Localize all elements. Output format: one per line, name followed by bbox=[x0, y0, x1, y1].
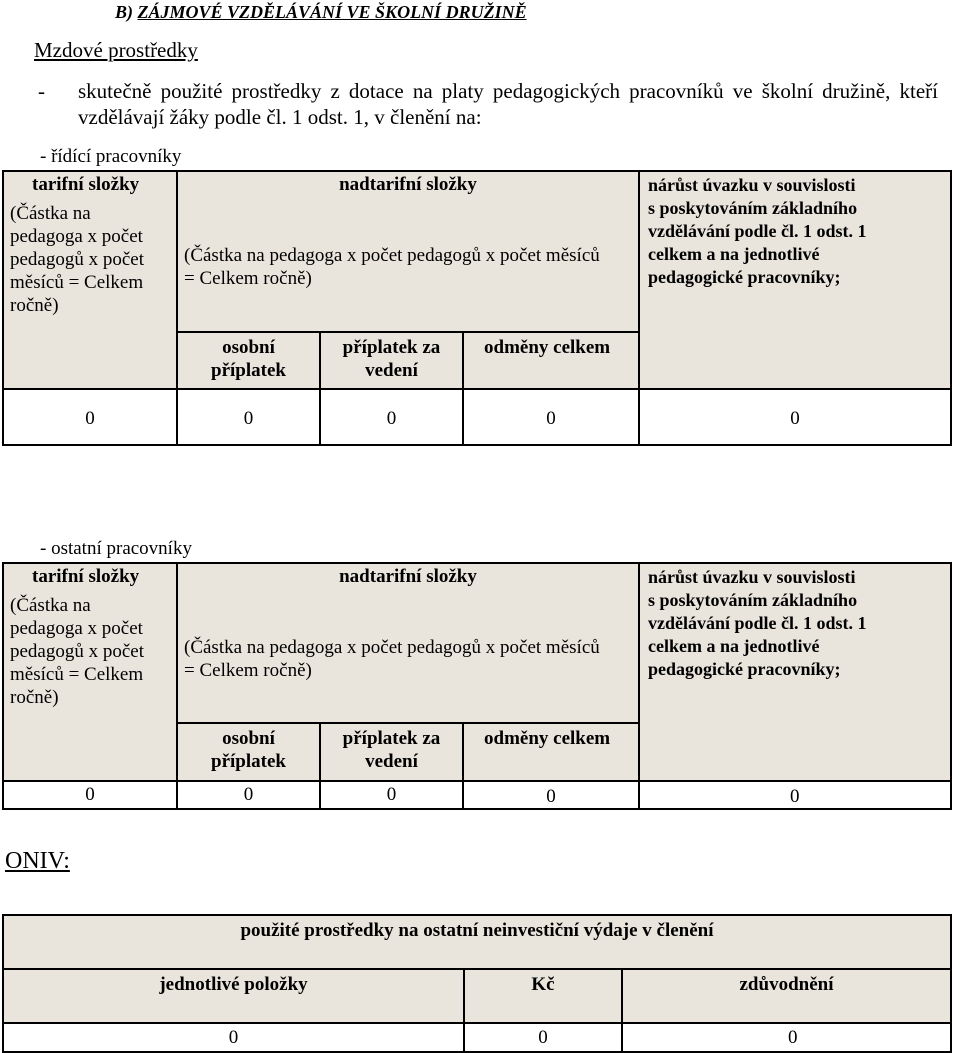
narust-cell bbox=[638, 170, 952, 390]
oniv-value-cell: 0 bbox=[621, 1022, 952, 1053]
narust-text: nárůst úvazku v souvislosti s poskytováním základního vzdělávání podle čl. 1 odst. 1 celkem a na jednotlivé pedagogické pracovníky; bbox=[648, 175, 867, 287]
value-cell: 0 bbox=[319, 388, 464, 446]
odmeny-cell: odměny celkem bbox=[462, 722, 640, 782]
nadtarif-header: nadtarifní složky bbox=[339, 174, 477, 195]
oniv-column-header: Kč bbox=[463, 968, 623, 1024]
tarif-header: tarifní složky bbox=[32, 174, 140, 195]
section-letter: B) bbox=[115, 2, 133, 22]
section-heading bbox=[115, 2, 527, 23]
value-cell: 0 bbox=[462, 780, 640, 810]
value-cell: 0 bbox=[462, 388, 640, 446]
oniv-value-cell: 0 bbox=[2, 1022, 465, 1053]
section-title: ZÁJMOVÉ VZDĚLÁVÁNÍ VE ŠKOLNÍ DRUŽINĚ bbox=[137, 2, 527, 22]
oniv-value-cell: 0 bbox=[463, 1022, 623, 1053]
bullet-text: skutečně použité prostředky z dotace na platy pedagogických pracovníků ve školní družině, kteří vzdělávají žáky podle čl. 1 odst. 1, v členění na: bbox=[78, 79, 938, 129]
osobni-priplatek-cell: osobní příplatek bbox=[176, 722, 321, 782]
nadtarif-cell bbox=[176, 562, 640, 724]
narust-cell bbox=[638, 562, 952, 782]
odmeny-cell: odměny celkem bbox=[462, 331, 640, 390]
narust-text: nárůst úvazku v souvislosti s poskytováním základního vzdělávání podle čl. 1 odst. 1 celkem a na jednotlivé pedagogické pracovníky; bbox=[648, 567, 867, 679]
subsection-title: Mzdové prostředky bbox=[34, 38, 198, 62]
priplatek-vedeni-cell: příplatek za vedení bbox=[319, 722, 464, 782]
value-cell: 0 bbox=[176, 780, 321, 810]
tarif-cell bbox=[2, 562, 178, 782]
osobni-priplatek-cell: osobní příplatek bbox=[176, 331, 321, 390]
oniv-column-header: jednotlivé položky bbox=[2, 968, 465, 1024]
value-cell: 0 bbox=[2, 388, 178, 446]
oniv-table-title-cell bbox=[2, 914, 952, 970]
bullet-dash: - bbox=[38, 79, 45, 103]
tarif-desc: (Částka na pedagoga x počet pedagogů x počet měsíců = Celkem ročně) bbox=[10, 595, 145, 708]
oniv-title: ONIV: bbox=[5, 848, 70, 874]
bullet-paragraph bbox=[38, 78, 938, 130]
nadtarif-cell bbox=[176, 170, 640, 333]
group-label: - řídící pracovníky bbox=[40, 146, 182, 167]
priplatek-vedeni-cell: příplatek za vedení bbox=[319, 331, 464, 390]
nadtarif-desc: (Částka na pedagoga x počet pedagogů x počet měsíců = Celkem ročně) bbox=[184, 637, 600, 681]
nadtarif-header: nadtarifní složky bbox=[339, 566, 477, 587]
group-label: - ostatní pracovníky bbox=[40, 538, 192, 559]
value-cell: 0 bbox=[638, 780, 952, 810]
value-cell: 0 bbox=[319, 780, 464, 810]
tarif-header: tarifní složky bbox=[32, 566, 140, 587]
oniv-column-header: zdůvodnění bbox=[621, 968, 952, 1024]
value-cell: 0 bbox=[638, 388, 952, 446]
value-cell: 0 bbox=[2, 780, 178, 810]
value-cell: 0 bbox=[176, 388, 321, 446]
oniv-table-title: použité prostředky na ostatní neinvestiční výdaje v členění bbox=[240, 920, 714, 941]
tarif-desc: (Částka na pedagoga x počet pedagogů x počet měsíců = Celkem ročně) bbox=[10, 203, 145, 316]
nadtarif-desc: (Částka na pedagoga x počet pedagogů x počet měsíců = Celkem ročně) bbox=[184, 245, 600, 289]
tarif-cell bbox=[2, 170, 178, 390]
